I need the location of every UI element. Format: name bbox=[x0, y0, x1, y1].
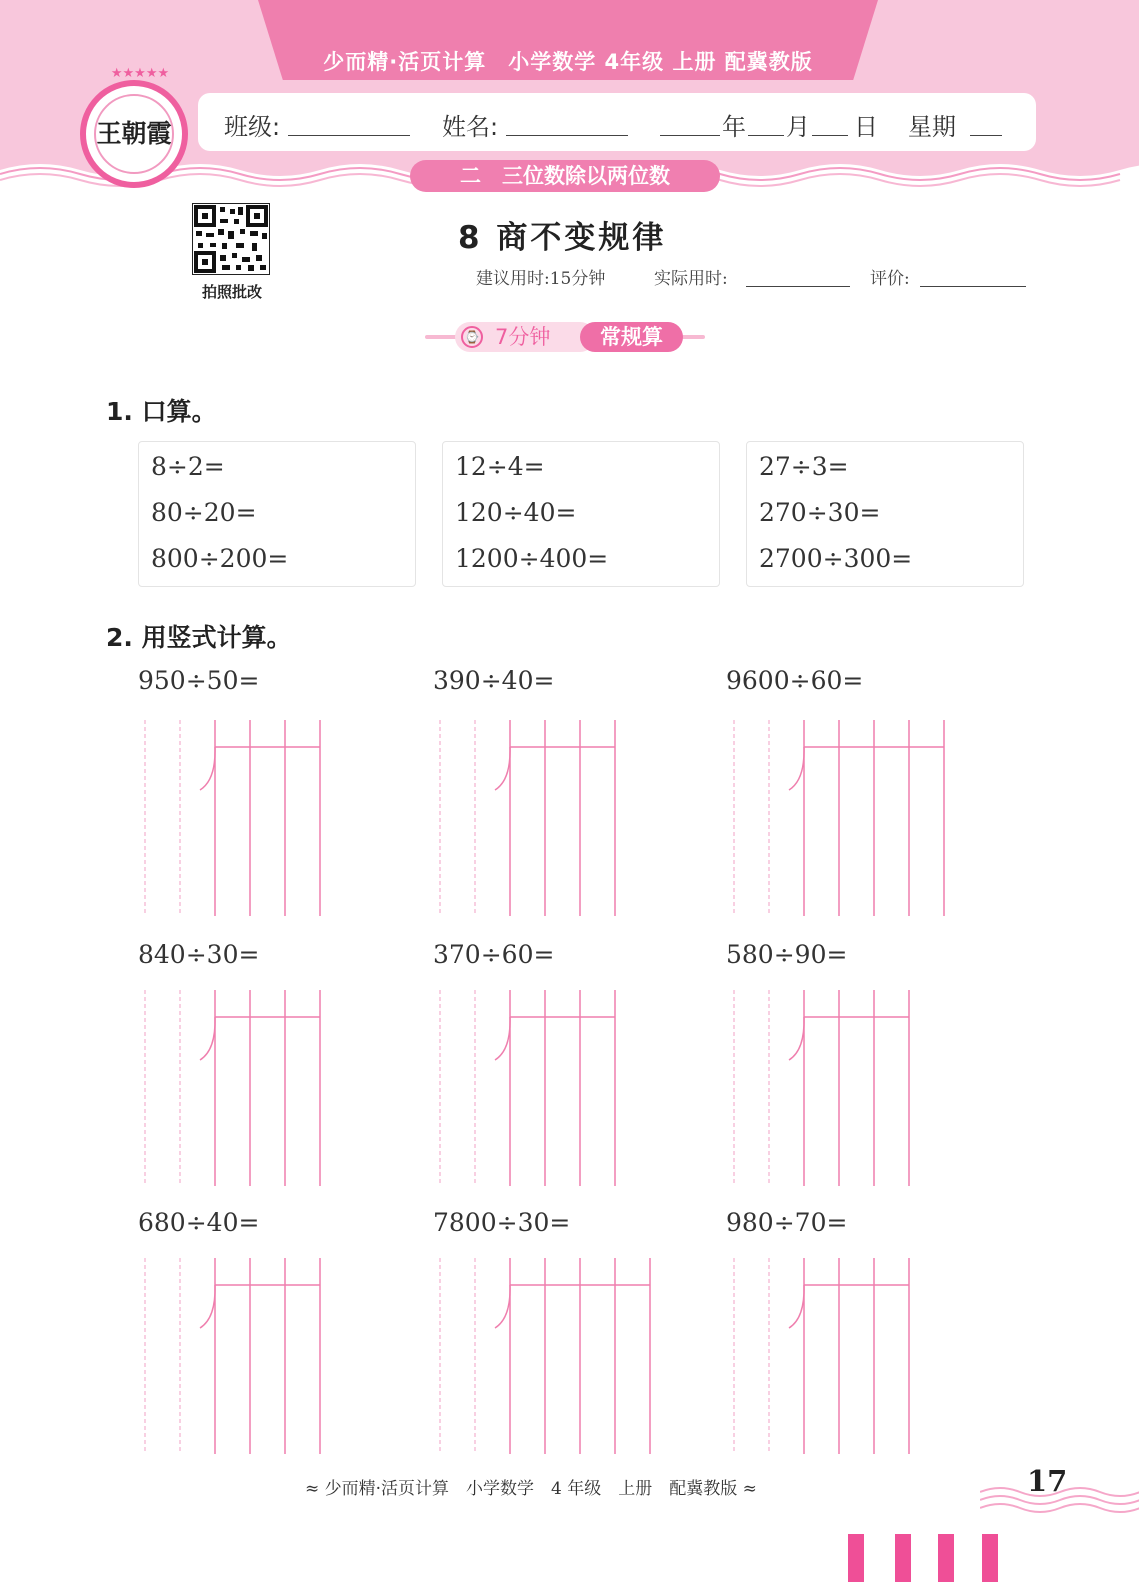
name-field[interactable] bbox=[506, 135, 628, 136]
oral-item: 800÷200= bbox=[151, 544, 289, 573]
work-grid[interactable] bbox=[729, 1258, 919, 1454]
logo-stars: ★★★★★ bbox=[110, 66, 170, 81]
month-label: 月 bbox=[786, 113, 810, 141]
work-grid[interactable] bbox=[435, 1258, 660, 1454]
name-label: 姓名: bbox=[442, 113, 499, 141]
oral-item: 12÷4= bbox=[455, 452, 545, 481]
decor-bar bbox=[895, 1534, 911, 1582]
division-problem: 9600÷60= bbox=[726, 666, 864, 695]
work-grid[interactable] bbox=[729, 990, 919, 1186]
oral-item: 2700÷300= bbox=[759, 544, 913, 573]
timer-duration: 7分钟 bbox=[495, 325, 551, 349]
work-grid[interactable] bbox=[435, 990, 625, 1186]
oral-item: 8÷2= bbox=[151, 452, 225, 481]
day-field[interactable] bbox=[812, 135, 848, 136]
weekday-label: 星期 bbox=[908, 113, 956, 141]
division-problem: 680÷40= bbox=[138, 1208, 260, 1237]
division-problem: 950÷50= bbox=[138, 666, 260, 695]
oral-item: 120÷40= bbox=[455, 498, 577, 527]
suggested-time: 建议用时:15分钟 bbox=[476, 269, 606, 289]
division-problem: 580÷90= bbox=[726, 940, 848, 969]
qr-caption: 拍照批改 bbox=[201, 283, 262, 301]
section2-heading: 2. 用竖式计算。 bbox=[106, 623, 292, 652]
oral-item: 270÷30= bbox=[759, 498, 881, 527]
decor-bar bbox=[982, 1534, 998, 1582]
division-problem: 840÷30= bbox=[138, 940, 260, 969]
division-problem: 370÷60= bbox=[433, 940, 555, 969]
weekday-field[interactable] bbox=[970, 135, 1002, 136]
year-field[interactable] bbox=[660, 135, 720, 136]
work-grid[interactable] bbox=[140, 990, 330, 1186]
division-problem: 390÷40= bbox=[433, 666, 555, 695]
work-grid[interactable] bbox=[140, 720, 330, 916]
section1-heading: 1. 口算。 bbox=[106, 397, 217, 426]
oral-item: 80÷20= bbox=[151, 498, 257, 527]
oral-box-3 bbox=[746, 441, 1024, 587]
stopwatch-icon: ⌚ bbox=[461, 326, 483, 348]
timer-tag: 常规算 bbox=[580, 322, 683, 352]
year-label: 年 bbox=[722, 113, 746, 141]
timer-pill bbox=[425, 322, 705, 352]
oral-box-2 bbox=[442, 441, 720, 587]
actual-time-field[interactable] bbox=[746, 286, 850, 287]
evaluation-field[interactable] bbox=[920, 286, 1026, 287]
division-problem: 7800÷30= bbox=[433, 1208, 571, 1237]
page-number: 17 bbox=[1027, 1464, 1068, 1498]
day-label: 日 bbox=[854, 113, 878, 141]
class-label: 班级: bbox=[224, 113, 281, 141]
qr-code-icon[interactable] bbox=[192, 203, 270, 275]
lesson-title: 8 商不变规律 bbox=[458, 220, 667, 256]
work-grid[interactable] bbox=[729, 720, 954, 916]
oral-box-1 bbox=[138, 441, 416, 587]
work-grid[interactable] bbox=[140, 1258, 330, 1454]
student-info-bar bbox=[198, 93, 1036, 151]
unit-title: 二 三位数除以两位数 bbox=[410, 160, 720, 192]
series-title: 少而精·活页计算 小学数学 4年级 上册 配冀教版 bbox=[323, 50, 813, 74]
logo-text: 王朝霞 bbox=[96, 119, 172, 148]
decor-bar bbox=[938, 1534, 954, 1582]
oral-item: 27÷3= bbox=[759, 452, 849, 481]
decor-bar bbox=[848, 1534, 864, 1582]
class-field[interactable] bbox=[288, 135, 410, 136]
oral-item: 1200÷400= bbox=[455, 544, 609, 573]
month-field[interactable] bbox=[748, 135, 784, 136]
evaluation-label: 评价: bbox=[870, 269, 910, 289]
footer-series-text: ≈ 少而精·活页计算 小学数学 4 年级 上册 配冀教版 ≈ bbox=[305, 1479, 757, 1499]
brand-logo bbox=[80, 66, 188, 188]
actual-time-label: 实际用时: bbox=[654, 269, 728, 289]
work-grid[interactable] bbox=[435, 720, 625, 916]
division-problem: 980÷70= bbox=[726, 1208, 848, 1237]
